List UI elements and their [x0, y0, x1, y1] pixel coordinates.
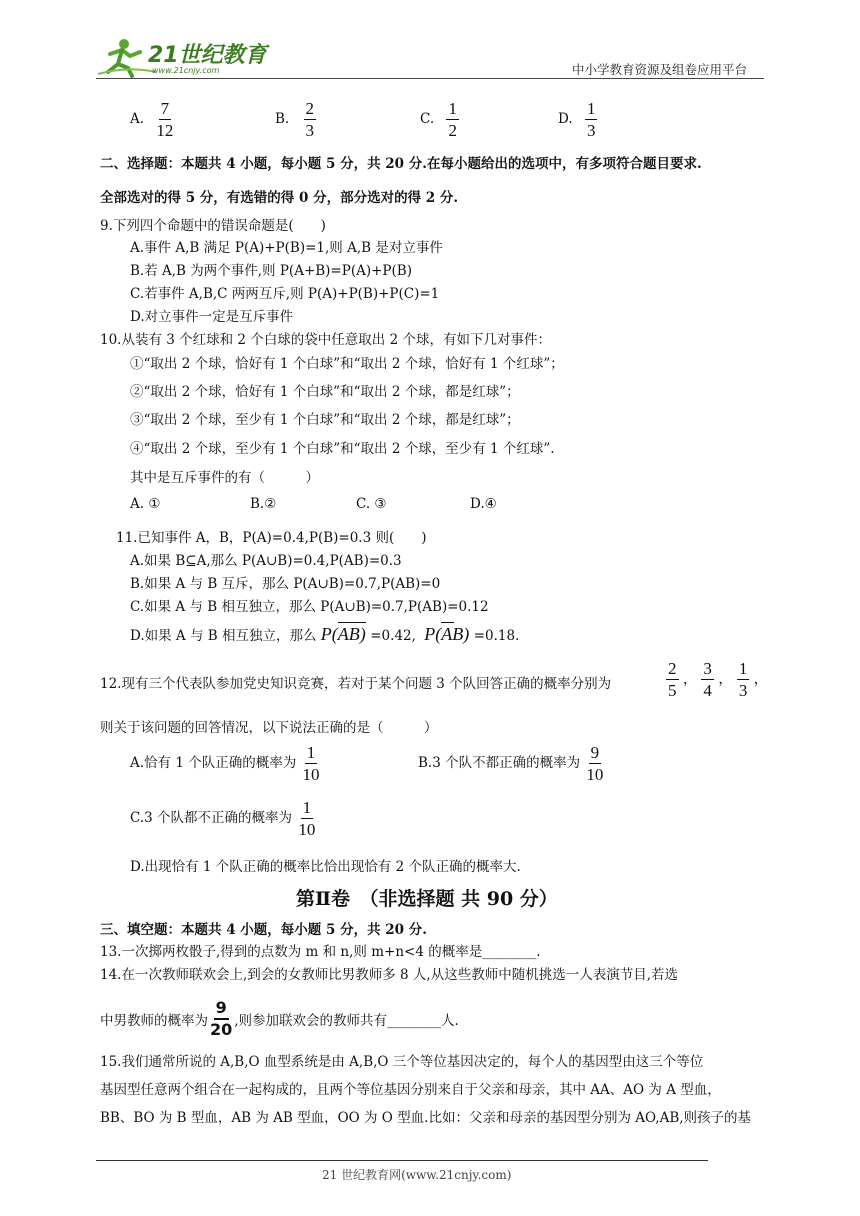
q11-option-a: A.如果 B⊆A,那么 P(A∪B)=0.4,P(AB)=0.3 — [130, 553, 402, 569]
q10-item-3: ③“取出 2 个球，至少有 1 个白球”和“取出 2 个球，都是红球”； — [130, 412, 520, 428]
q10-item-1: ①“取出 2 个球，恰好有 1 个白球”和“取出 2 个球，恰好有 1 个红球”； — [130, 356, 564, 372]
q12-line2: 则关于该问题的回答情况，以下说法正确的是（ ） — [100, 720, 438, 736]
footer-divider — [96, 1160, 708, 1161]
q12-option-c: C.3 个队都不正确的概率为 $\frac{1}{10}$ — [130, 798, 316, 839]
q8-option-c: C. $\frac{1}{2}$ — [420, 99, 457, 140]
q10-item-2: ②“取出 2 个球，恰好有 1 个白球”和“取出 2 个球，都是红球”； — [130, 384, 520, 400]
q8-option-b: B. $\frac{2}{3}$ — [275, 99, 315, 140]
q10-option-a: A. ① — [130, 496, 161, 512]
q10-option-b: B.② — [250, 496, 277, 512]
q9-option-c: C.若事件 A,B,C 两两互斥,则 P(A)+P(B)+P(C)=1 — [130, 286, 440, 302]
platform-name: 中小学教育资源及组卷应用平台 — [572, 62, 748, 77]
logo — [96, 36, 267, 80]
q12-probs: $\frac{2}{5}$ ， $\frac{3}{4}$ ， $\frac{1}{3}$ ， — [668, 659, 768, 700]
logo-text: 21世纪教育 — [148, 43, 267, 68]
q10-item-4: ④“取出 2 个球，至少有 1 个白球”和“取出 2 个球，至少有 1 个红球”. — [130, 441, 555, 457]
q9-option-a: A.事件 A,B 满足 P(A)+P(B)=1,则 A,B 是对立事件 — [130, 240, 443, 256]
q10-stem: 10.从装有 3 个红球和 2 个白球的袋中任意取出 2 个球，有如下几对事件： — [100, 332, 551, 348]
q12-option-a: A.恰有 1 个队正确的概率为 $\frac{1}{10}$ — [130, 743, 320, 784]
q13: 13.一次掷两枚骰子,得到的点数为 m 和 n,则 m+n<4 的概率是________. — [100, 944, 541, 960]
q12-option-d: D.出现恰有 1 个队正确的概率比恰出现恰有 2 个队正确的概率大. — [130, 859, 521, 875]
q11-expr-complement-both: P(AB) — [320, 624, 366, 644]
section2-line2: 全部选对的得 5 分，有选错的得 0 分，部分选对的得 2 分. — [100, 190, 459, 206]
q15-line2: 基因型任意两个组合在一起构成的，且两个等位基因分别来自于父亲和母亲，其中 AA、AO 为 A 型血， — [100, 1082, 721, 1098]
footer-text: 21 世纪教育网(www.21cnjy.com) — [322, 1168, 512, 1182]
q12-option-b: B.3 个队不都正确的概率为 $\frac{9}{10}$ — [418, 743, 604, 784]
logo-url: www.21cnjy.com — [152, 66, 220, 75]
q11-option-b: B.如果 A 与 B 互斥，那么 P(A∪B)=0.7,P(AB)=0 — [130, 576, 441, 592]
q15-line3: BB、BO 为 B 型血，AB 为 AB 型血，OO 为 O 型血.比如：父亲和母亲的基因型分别为 AO,AB,则孩子的基 — [100, 1110, 752, 1126]
q10-option-c: C. ③ — [356, 496, 387, 512]
q10-question: 其中是互斥事件的有（ ） — [130, 470, 319, 486]
q8-option-a: A. $\frac{7}{12}$ — [130, 99, 174, 140]
section2-line1: 二、选择题：本题共 4 小题，每小题 5 分，共 20 分.在每小题给出的选项中，有多项符合题目要求. — [100, 156, 702, 172]
q9-option-d: D.对立事件一定是互斥事件 — [130, 309, 294, 325]
q10-option-d: D.④ — [470, 496, 497, 512]
q14-line2: 中男教师的概率为 $\frac{9}{20}$ ,则参加联欢会的教师共有________人. — [100, 998, 459, 1039]
q9-option-b: B.若 A,B 为两个事件,则 P(A+B)=P(A)+P(B) — [130, 263, 412, 279]
q11-expr-complement-a: P(AB) — [424, 624, 470, 644]
q14-line1: 14.在一次教师联欢会上,到会的女教师比男教师多 8 人,从这些教师中随机挑选一人表演节目,若选 — [100, 967, 679, 983]
section3-heading: 三、填空题：本题共 4 小题，每小题 5 分，共 20 分. — [100, 922, 427, 938]
part2-title: 第Ⅱ卷 （非选择题 共 90 分） — [296, 888, 558, 910]
q8-option-d: D. $\frac{1}{3}$ — [558, 99, 596, 140]
q11-stem: 11.已知事件 A，B，P(A)=0.4,P(B)=0.3 则( ) — [116, 530, 427, 546]
q12-stem: 12.现有三个代表队参加党史知识竞赛，若对于某个问题 3 个队回答正确的概率分别为 — [100, 676, 612, 692]
q11-option-c: C.如果 A 与 B 相互独立，那么 P(A∪B)=0.7,P(AB)=0.12 — [130, 599, 489, 615]
q15-line1: 15.我们通常所说的 A,B,O 血型系统是由 A,B,O 三个等位基因决定的，每个人的基因型由这三个等位 — [100, 1054, 704, 1070]
q9-stem: 9.下列四个命题中的错误命题是( ) — [100, 218, 326, 234]
q11-option-d: D.如果 A 与 B 相互独立，那么 P(AB) =0.42, P(AB) =0.18. — [130, 624, 520, 644]
header-divider — [96, 78, 764, 79]
